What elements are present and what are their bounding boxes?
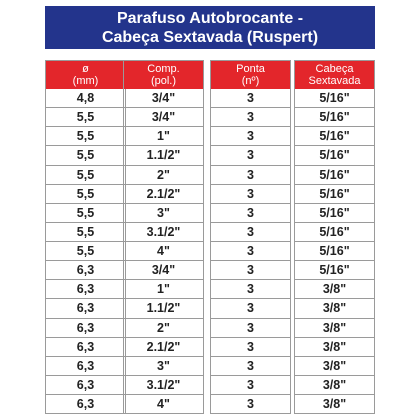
table-cell: 5,5: [46, 145, 125, 164]
column-header: [124, 61, 203, 89]
table-cell: 5/16": [295, 260, 374, 279]
table-cell: 5,5: [46, 241, 125, 260]
header-line-1: ø: [82, 63, 89, 75]
header-line-1: Comp.: [147, 63, 180, 75]
table-cell: 3: [211, 394, 290, 413]
table-cell: 6,3: [46, 298, 125, 317]
table-cell: 5/16": [295, 107, 374, 126]
header-line-2: (nº): [241, 75, 260, 87]
table-cell: 3/4": [151, 91, 176, 106]
table-cell: 3": [124, 203, 203, 222]
table-cell: 6,3: [46, 279, 125, 298]
table-cell: 1.1/2": [124, 298, 203, 317]
table-cell: 3: [247, 91, 254, 106]
table-cell: 6,3: [46, 375, 125, 394]
table-cell: 5/16": [295, 165, 374, 184]
table-cell: 2.1/2": [124, 337, 203, 356]
table-cell: 6,3: [46, 356, 125, 375]
column-diameter: [45, 60, 126, 414]
column-length: [123, 60, 204, 414]
table-cell: 3: [211, 145, 290, 164]
title-line-1: Parafuso Autobrocante -: [116, 9, 304, 27]
table-cell: 3: [211, 107, 290, 126]
table-cell: 3: [211, 279, 290, 298]
table-cell: 3/8": [295, 298, 374, 317]
column-header: [211, 61, 290, 89]
table-cell: 3/4": [124, 107, 203, 126]
title-banner: [45, 6, 375, 49]
table-cell: 5,5: [46, 165, 125, 184]
column-body: [211, 89, 290, 413]
table-cell: 6,3: [46, 318, 125, 337]
table-cell: 1": [124, 279, 203, 298]
table-cell: 4": [124, 394, 203, 413]
table-cell: 2": [124, 318, 203, 337]
column-tip: [210, 60, 291, 414]
table-cell: 5/16": [295, 222, 374, 241]
column-header: [295, 61, 374, 89]
table-cell: 2": [124, 165, 203, 184]
table-cell: 1": [124, 126, 203, 145]
header-line-1: Cabeça: [315, 63, 354, 75]
table-cell: 3: [211, 203, 290, 222]
table-cell: 3/8": [295, 318, 374, 337]
table-cell: 3.1/2": [124, 222, 203, 241]
table-cell: 1.1/2": [124, 145, 203, 164]
table-cell: 3: [211, 222, 290, 241]
table-cell: 5/16": [295, 241, 374, 260]
table-cell: 3/8": [295, 279, 374, 298]
header-line-2: Sextavada: [308, 75, 361, 87]
table-cell: 6,3: [46, 337, 125, 356]
table-cell: 3: [211, 241, 290, 260]
table-cell: 5/16": [295, 203, 374, 222]
table-cell: 3": [124, 356, 203, 375]
table-cell: 3.1/2": [124, 375, 203, 394]
table-cell: 5,5: [46, 126, 125, 145]
table-cell: 3: [211, 260, 290, 279]
table-cell: 3: [211, 165, 290, 184]
table-cell: 6,3: [46, 394, 125, 413]
table-cell: 3/8": [295, 394, 374, 413]
title-line-2: Cabeça Sextavada (Ruspert): [101, 28, 319, 46]
table-cell: 5/16": [319, 91, 350, 106]
column-body: [124, 89, 203, 413]
table-cell: 3: [211, 126, 290, 145]
header-line-2: (mm): [72, 75, 99, 87]
column-body: [295, 89, 374, 413]
table-cell: 5/16": [295, 126, 374, 145]
table-cell: 5,5: [46, 203, 125, 222]
table-cell: 5,5: [46, 107, 125, 126]
table-cell: 3: [211, 318, 290, 337]
table-cell: 3: [211, 356, 290, 375]
table-cell: 5,5: [46, 184, 125, 203]
table-cell: 3: [211, 375, 290, 394]
table-cell: 5,5: [46, 222, 125, 241]
table-cell: 2.1/2": [124, 184, 203, 203]
header-line-1: Ponta: [236, 63, 265, 75]
column-body: [46, 89, 125, 413]
table-cell: 4": [124, 241, 203, 260]
table-cell: 3: [211, 298, 290, 317]
column-head: [294, 60, 375, 414]
table-cell: 5/16": [295, 184, 374, 203]
table-cell: 3/8": [295, 375, 374, 394]
header-line-2: (pol.): [150, 75, 177, 87]
table-cell: 6,3: [46, 260, 125, 279]
table-cell: 3/8": [295, 356, 374, 375]
table-cell: 3: [211, 337, 290, 356]
table-cell: 3: [211, 184, 290, 203]
table-cell: 3/4": [124, 260, 203, 279]
table-cell: 4,8: [76, 91, 95, 106]
column-header: [46, 61, 125, 89]
table-cell: 3/8": [295, 337, 374, 356]
table-cell: 5/16": [295, 145, 374, 164]
